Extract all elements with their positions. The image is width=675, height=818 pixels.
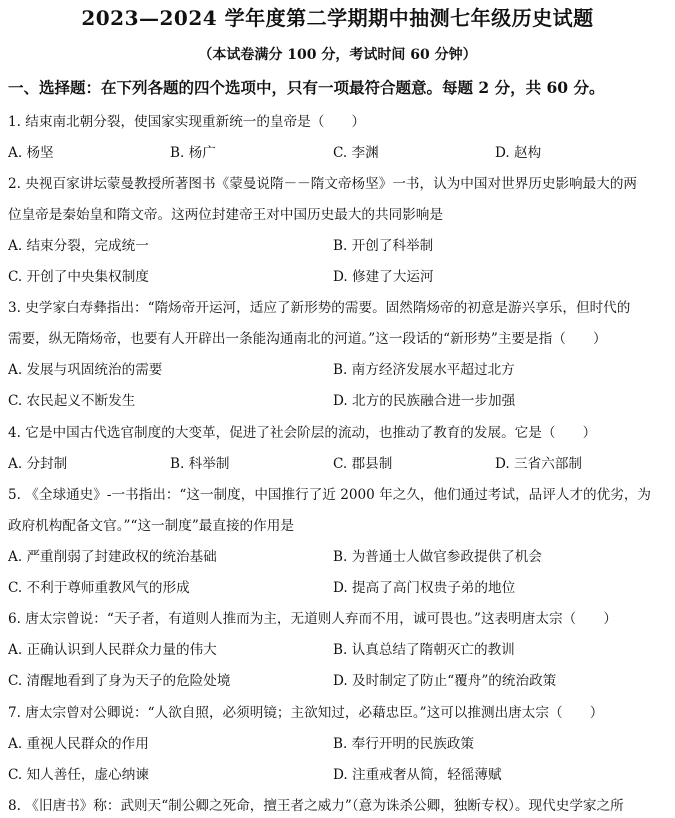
question-3-option-d: D. 北方的民族融合进一步加强: [333, 393, 516, 409]
question-5-option-c: C. 不利于尊师重教风气的形成: [8, 580, 190, 596]
exam-subtitle: （本试卷满分 100 分，考试时间 60 分钟）: [198, 47, 477, 63]
exam-title: 2023—2024 学年度第二学期期中抽测七年级历史试题: [81, 6, 594, 30]
question-7-option-c: C. 知人善任，虚心纳谏: [8, 767, 149, 783]
question-2-text-line-1: 2. 央视百家讲坛蒙曼教授所著图书《蒙曼说隋－－隋文帝杨坚》一书，认为中国对世界历史影响最大的两: [8, 176, 638, 192]
question-2-option-d: D. 修建了大运河: [333, 269, 434, 285]
question-7-option-d: D. 注重戒奢从简，轻徭薄赋: [333, 767, 502, 783]
question-2-option-a: A. 结束分裂，完成统一: [8, 238, 149, 254]
question-7-text: 7. 唐太宗曾对公卿说：“人欲自照，必须明镜；主欲知过，必藉忠臣。”这可以推测出唐太宗（ ）: [8, 705, 604, 721]
question-1-option-a: A. 杨坚: [8, 145, 54, 161]
question-6-option-b: B. 认真总结了隋朝灭亡的教训: [333, 642, 515, 658]
question-3-option-c: C. 农民起义不断发生: [8, 393, 136, 409]
question-3-option-a: A. 发展与巩固统治的需要: [8, 362, 163, 378]
question-3-text-line-1: 3. 史学家白寿彝指出：“隋炀帝开运河，适应了新形势的需要。固然隋炀帝的初意是游兴享乐，但时代的: [8, 300, 631, 316]
question-4-option-b: B. 科举制: [170, 456, 230, 472]
question-6-option-c: C. 清醒地看到了身为天子的危险处境: [8, 673, 231, 689]
question-1-option-c: C. 李渊: [333, 145, 379, 161]
question-3-text-line-2: 需要，纵无隋炀帝，也要有人开辟出一条能沟通南北的河道。”这一段话的“新形势”主要是指（ ）: [8, 331, 607, 347]
question-5-option-a: A. 严重削弱了封建政权的统治基础: [8, 549, 217, 565]
question-5-option-d: D. 提高了高门权贵子弟的地位: [333, 580, 516, 596]
question-2-text-line-2: 位皇帝是秦始皇和隋文帝。这两位封建帝王对中国历史最大的共同影响是: [8, 207, 443, 223]
question-4-option-c: C. 郡县制: [333, 456, 393, 472]
question-4-option-a: A. 分封制: [8, 456, 68, 472]
question-5-option-b: B. 为普通士人做官参政提供了机会: [333, 549, 542, 565]
question-4-option-d: D. 三省六部制: [495, 456, 583, 472]
question-7-option-b: B. 奉行开明的民族政策: [333, 736, 474, 752]
question-5-text-line-2: 政府机构配备文官。”“这一制度”最直接的作用是: [8, 518, 294, 534]
question-8-text-line-1: 8. 《旧唐书》称：武则天“制公卿之死命，擅王者之威力”（意为诛杀公卿，独断专权）。现代史学家之所: [8, 798, 624, 814]
question-7-option-a: A. 重视人民群众的作用: [8, 736, 149, 752]
question-5-text-line-1: 5. 《全球通史》-一书指出：“这一制度，中国推行了近 2000 年之久，他们通过考试，品评人才的优劣，为: [8, 487, 652, 503]
question-2-option-c: C. 开创了中央集权制度: [8, 269, 149, 285]
question-6-text: 6. 唐太宗曾说：“天子者，有道则人推而为主，无道则人弃而不用，诚可畏也。”这表明唐太宗（ ）: [8, 611, 617, 627]
question-6-option-d: D. 及时制定了防止“覆舟”的统治政策: [333, 673, 557, 689]
question-2-option-b: B. 开创了科举制: [333, 238, 434, 254]
question-1-option-d: D. 赵构: [495, 145, 542, 161]
question-1-option-b: B. 杨广: [170, 145, 216, 161]
question-4-text: 4. 它是中国古代选官制度的大变革，促进了社会阶层的流动，也推动了教育的发展。它是（ ）: [8, 425, 597, 441]
question-6-option-a: A. 正确认识到人民群众力量的伟大: [8, 642, 217, 658]
question-3-option-b: B. 南方经济发展水平超过北方: [333, 362, 515, 378]
section-heading: 一、选择题：在下列各题的四个选项中，只有一项最符合题意。每题 2 分，共 60 分。: [8, 78, 605, 97]
question-1-text: 1. 结束南北朝分裂，使国家实现重新统一的皇帝是（ ）: [8, 114, 366, 130]
